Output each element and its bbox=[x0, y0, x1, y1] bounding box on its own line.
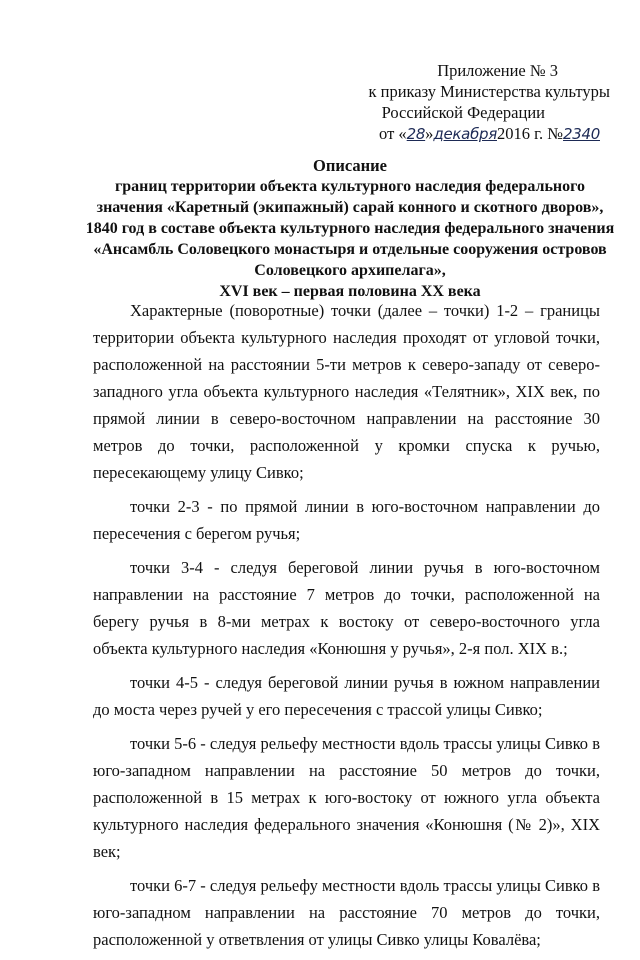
body-paragraph: точки 2-3 - по прямой линии в юго-восточном направлении до пересечения с берегом ручья; bbox=[93, 497, 600, 543]
order-year: 2016 г. № bbox=[496, 124, 564, 143]
title-line: Соловецкого архипелага», bbox=[254, 262, 446, 279]
body-paragraph: точки 5-6 - следуя рельефу местности вдоль трассы улицы Сивко в юго-западном направлении на расстояние 50 метров до точки, расположенной в 15 метрах к юго-востоку от южного угла объекта культурного наследия федерального значения «Конюшня (№ 2)», XIX век; bbox=[93, 734, 600, 861]
order-month-handwritten: декабря bbox=[433, 125, 497, 143]
title-line: границ территории объекта культурного наследия федерального bbox=[114, 178, 585, 195]
appendix-order-reference: к приказу Министерства культуры bbox=[368, 82, 610, 101]
body-paragraph: Характерные (поворотные) точки (далее – точки) 1-2 – границы территории объекта культурного наследия проходят от угловой точки, расположенной на расстоянии 5-ти метров к северо-западу от северо-западного угла объекта культурного наследия «Телятник», XIX век, по прямой линии в северо-восточном направлении на расстояние 30 метров до точки, расположенной у кромки спуска к ручью, пересекающему улицу Сивко; bbox=[93, 301, 600, 482]
document-body bbox=[93, 297, 600, 960]
order-mid: » bbox=[425, 124, 434, 143]
document-title bbox=[80, 155, 620, 302]
body-paragraph: точки 4-5 - следуя береговой линии ручья в южном направлении до моста через ручей у его пересечения с трассой улицы Сивко; bbox=[93, 673, 600, 719]
title-line: «Ансамбль Соловецкого монастыря и отдельные сооружения островов bbox=[93, 241, 607, 258]
body-paragraph: точки 3-4 - следуя береговой линии ручья в юго-восточном направлении на расстояние 7 метров до точки, расположенной на берегу ручья в 8-ми метрах к востоку от северо-восточного угла объекта культурного наследия «Конюшня у ручья», 2-я пол. XIX в.; bbox=[93, 558, 600, 658]
order-number-handwritten: 2340 bbox=[563, 125, 600, 143]
order-prefix: от « bbox=[379, 124, 407, 143]
appendix-header bbox=[300, 60, 610, 145]
appendix-number: Приложение № 3 bbox=[437, 61, 558, 80]
title-heading: Описание bbox=[313, 156, 387, 175]
title-line: значения «Каретный (экипажный) сарай конного и скотного дворов», bbox=[96, 199, 604, 216]
order-date-number bbox=[300, 123, 610, 145]
order-day-handwritten: 28 bbox=[406, 125, 426, 143]
title-line: 1840 год в составе объекта культурного наследия федерального значения bbox=[85, 220, 615, 237]
appendix-ministry: Российской Федерации bbox=[381, 103, 545, 122]
title-line: XVI век – первая половина XX века bbox=[219, 283, 481, 300]
body-paragraph: точки 6-7 - следуя рельефу местности вдоль трассы улицы Сивко в юго-западном направлении на расстояние 70 метров до точки, расположенной у ответвления от улицы Сивко улицы Ковалёва; bbox=[93, 876, 600, 949]
